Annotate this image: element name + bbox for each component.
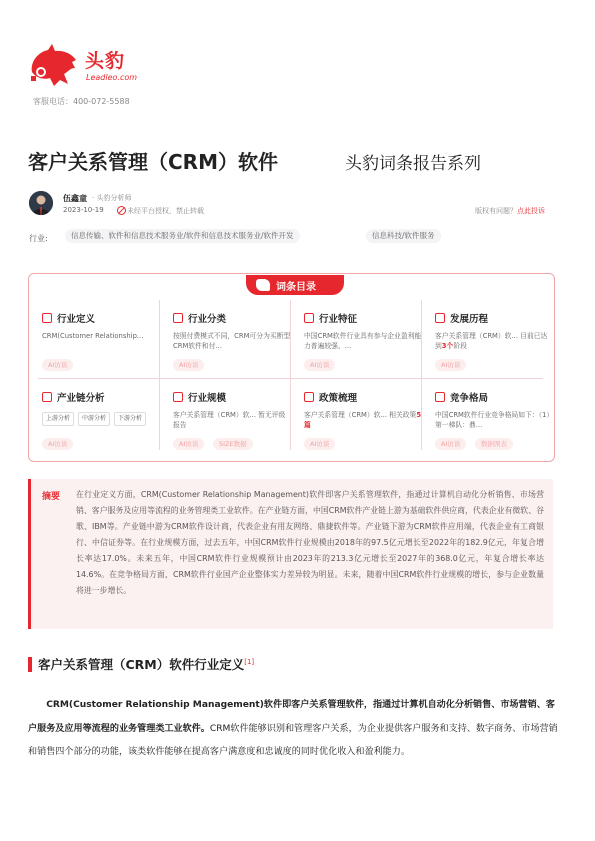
citation-link[interactable]: [1] (244, 657, 255, 666)
section-title (38, 655, 254, 673)
toc-item-title: 发展历程 (450, 314, 489, 325)
complaint-link[interactable]: 点此投诉 (517, 207, 545, 215)
copyright-prefix: 版权有问题？ (475, 207, 517, 215)
publish-date: 2023-10-19 (63, 206, 104, 214)
toc-item-title: 政策梳理 (319, 393, 358, 404)
leopard-head-icon (256, 279, 270, 291)
toc-item-title: 行业定义 (57, 314, 96, 325)
toc-banner-label: 词条目录 (276, 282, 316, 293)
author-avatar (29, 191, 53, 215)
toc-item-definition[interactable] (42, 313, 170, 388)
ai-interview-pill[interactable]: AI访谈 (304, 359, 335, 371)
upstream-analysis-pill[interactable]: 上游分析 (42, 412, 74, 426)
toc-item-title: 行业分类 (188, 314, 227, 325)
section-body (28, 694, 560, 765)
size-data-pill[interactable]: SIZE数据 (213, 438, 253, 450)
toc-item-desc: 客户关系管理（CRM）软... 暂无评级报告 (173, 411, 286, 429)
ai-interview-pill[interactable]: AI访谈 (304, 438, 335, 450)
toc-item-market-size[interactable] (173, 392, 301, 467)
toc-item-desc: 中国CRM软件行业竞争格局如下：（1）第一梯队：鼎... (435, 411, 550, 429)
section-accent-bar (28, 657, 32, 672)
ai-interview-pill[interactable]: AI访谈 (42, 359, 73, 371)
toc-item-desc: 按照付费模式不同，CRM可分为买断型CRM软件和付... (173, 332, 291, 350)
body-bold-text: CRM(Customer Relationship Management)软件即客户关系管理软件，指通过计算机自动化分析销售、市场营销、客户服务及应用等流程的业务管理类工业软件。 (28, 700, 555, 734)
section-title-text: 客户关系管理（CRM）软件行业定义 (38, 657, 245, 672)
no-repost-icon (117, 206, 126, 215)
customer-hotline: 客服电话：400-072-5588 (33, 97, 130, 106)
toc-banner (246, 275, 344, 295)
toc-item-desc (435, 331, 553, 351)
desc-highlight: 5篇 (304, 411, 422, 429)
brand-logo (28, 40, 148, 90)
industry-tag[interactable]: 信息传输、软件和信息技术服务业/软件和信息技术服务业/软件开发 (65, 229, 300, 243)
grid-icon (435, 392, 445, 402)
desc-text: 阶段 (453, 342, 467, 350)
ai-interview-pill[interactable]: AI访谈 (173, 438, 204, 450)
body-text: CRM软件能够识别和管理客户关系，为企业提供客户服务和支持、数字商务、市场营销和销售四个部分的功能，该类软件能够在提高客户满意度和忠诚度的同时优化收入和盈利能力。 (28, 723, 558, 757)
author-role: · 头豹分析师 (92, 194, 132, 202)
ai-interview-pill[interactable]: AI访谈 (42, 438, 73, 450)
report-title: 客户关系管理（CRM）软件 (28, 150, 278, 174)
grid-icon (304, 313, 314, 323)
logo-english-text: Leadleo.com (86, 73, 138, 82)
ai-interview-pill[interactable]: AI访谈 (173, 359, 204, 371)
copyright-notice (475, 206, 545, 216)
toc-item-policy[interactable] (304, 392, 432, 467)
toc-item-features[interactable] (304, 313, 432, 388)
data-chart-pill[interactable]: 数据图表 (475, 438, 513, 450)
downstream-analysis-pill[interactable]: 下游分析 (114, 412, 146, 426)
report-series: 头豹词条报告系列 (345, 154, 481, 174)
abstract-accent-bar (28, 479, 31, 629)
toc-item-title: 竞争格局 (450, 393, 489, 404)
grid-icon (42, 313, 52, 323)
toc-item-desc: 中国CRM软件行业具有参与企业盈利能力普遍较强、... (304, 332, 422, 350)
grid-icon (435, 313, 445, 323)
toc-item-title: 产业链分析 (57, 393, 105, 404)
abstract-label: 摘要 (42, 492, 61, 502)
abstract-box (28, 479, 553, 629)
desc-text: 客户关系管理（CRM）软... 相关政策 (304, 411, 417, 419)
grid-icon (173, 313, 183, 323)
abstract-text: 在行业定义方面，CRM(Customer Relationship Management)软件即客户关系管理软件，指通过计算机自动化分析销售、市场营销、客户服务及应用等流程的业务管理类工业软件。在产业链方面，中国CRM软件产业链上游为基础软件供应商，代表企业有微软、谷歌、IBM等。产业链中游为CRM软件设计商，代表企业有用友网络、鼎捷软件等。产业链下游为CRM软件应用端，代表企业有工商银行、中信证券等。在行业规模方面，过去五年，中国CRM软件行业规模由2018年的97.5亿元增长至2022年的182.9亿元，年复合增长率达17.0%。未来五年，中国CRM软件行业规模预计由2023年的213.3亿元增长至2027年的368.0亿元，年复合增长率达14.6%。在竞争格局方面，CRM软件行业国产企业整体实力差异较为明显。未来，随着中国CRM软件行业规模的增长，参与企业数量将进一步增长。 (76, 490, 544, 595)
desc-text: 客户关系管理（CRM）软... 目前已达到 (435, 332, 548, 350)
logo-chinese-text: 头豹 (85, 50, 126, 72)
midstream-analysis-pill[interactable]: 中游分析 (78, 412, 110, 426)
leopard-logo-icon (28, 42, 80, 88)
desc-highlight: 3个 (441, 342, 454, 350)
toc-item-competition[interactable] (435, 392, 563, 467)
toc-item-title: 行业规模 (188, 393, 227, 404)
toc-item-value-chain[interactable] (42, 392, 170, 467)
grid-icon (42, 392, 52, 402)
toc-item-classification[interactable] (173, 313, 301, 388)
ai-interview-pill[interactable]: AI访谈 (435, 359, 466, 371)
industry-tag[interactable]: 信息科技/软件服务 (366, 229, 441, 243)
grid-icon (304, 392, 314, 402)
ai-interview-pill[interactable]: AI访谈 (435, 438, 466, 450)
author-name[interactable]: 伍鑫童 (63, 194, 87, 203)
toc-item-desc: CRM(Customer Relationship... (42, 332, 144, 340)
repost-notice: 未经平台授权，禁止转载 (127, 207, 204, 215)
toc-item-desc (304, 410, 422, 430)
toc-item-title: 行业特征 (319, 314, 358, 325)
industry-label: 行业: (29, 234, 48, 243)
toc-item-history[interactable] (435, 313, 563, 388)
grid-icon (173, 392, 183, 402)
